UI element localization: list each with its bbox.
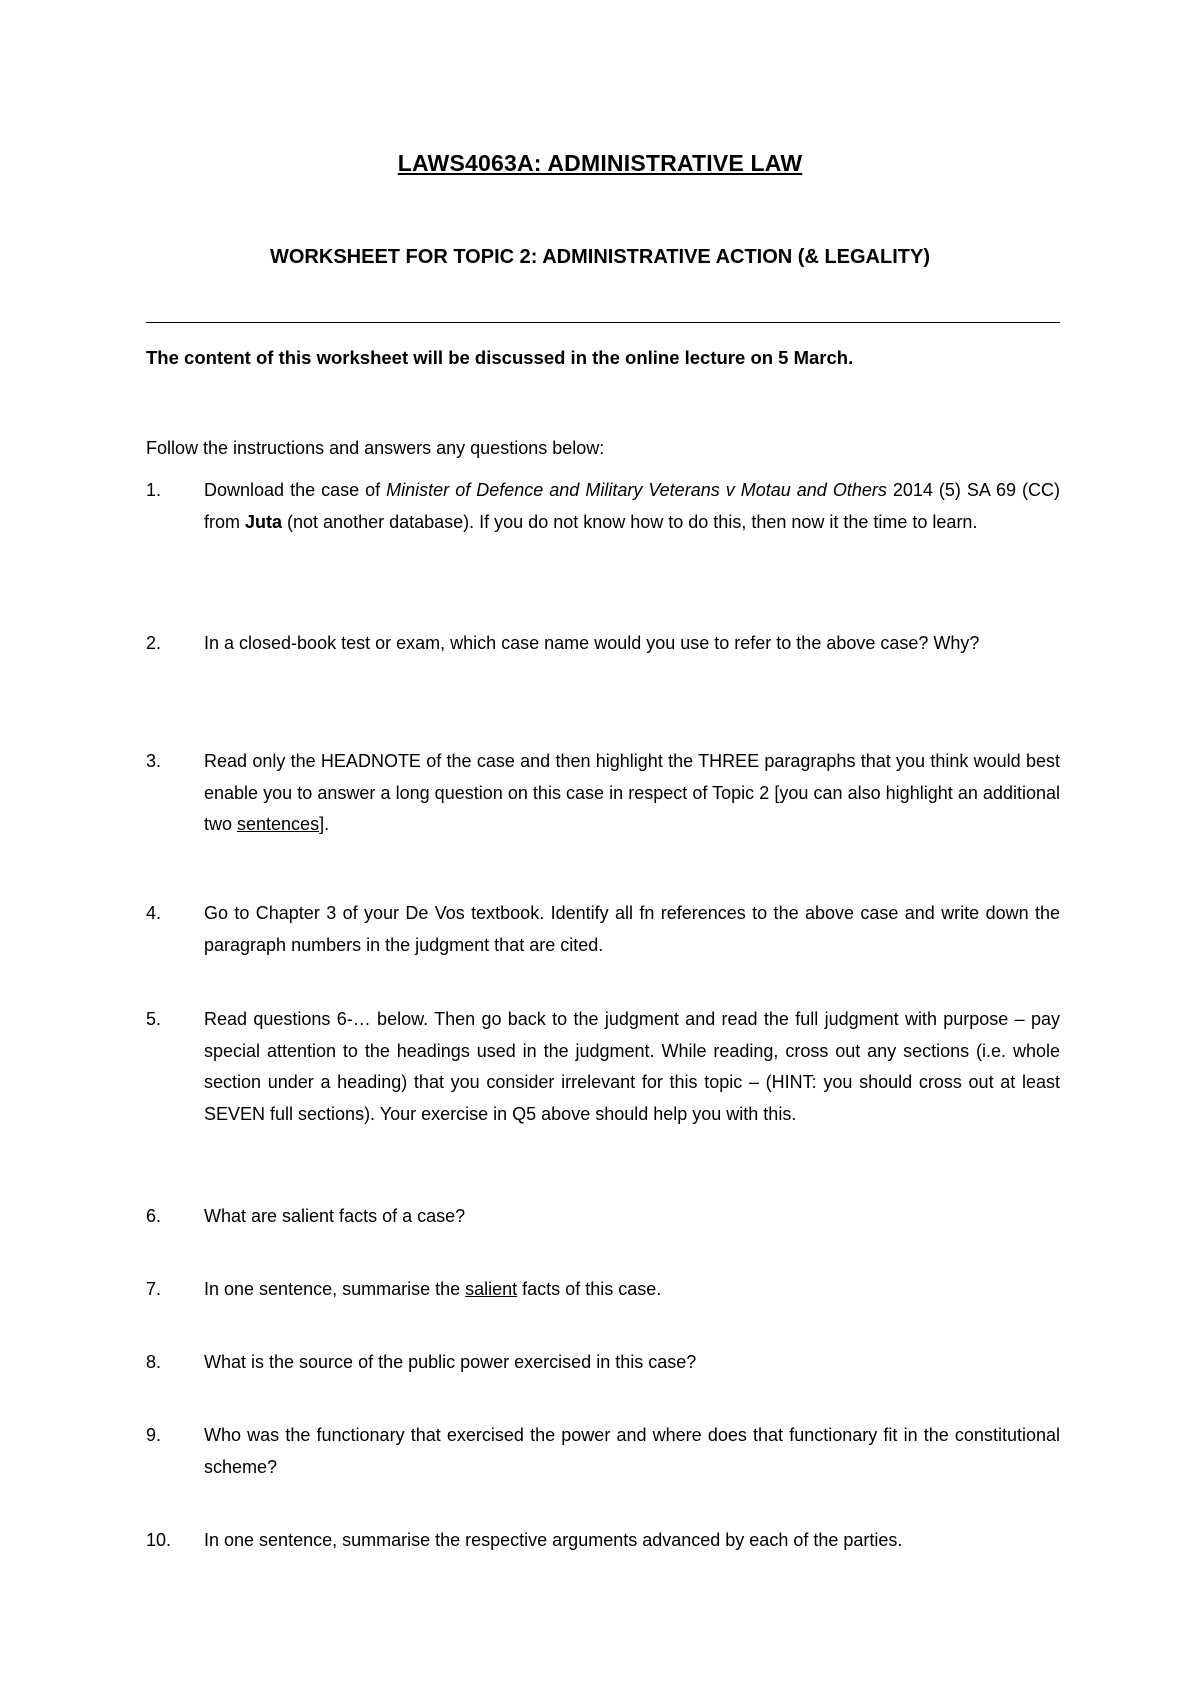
- question-3: [146, 746, 1060, 841]
- question-text: What is the source of the public power exercised in this case?: [204, 1352, 697, 1372]
- question-text: Read questions 6-… below. Then go back to the judgment and read the full judgment with purpose – pay special attention to the headings used in the judgment. While reading, cross out any sections (i.e. whole section under a heading) that you consider irrelevant for this topic – (HINT: you should cross out at least SEVEN full sections). Your exercise in Q5 above should help you with this.: [204, 1009, 1060, 1124]
- question-text: What are salient facts of a case?: [204, 1206, 466, 1226]
- question-number: 1.: [146, 480, 162, 500]
- question-number: 10.: [146, 1530, 172, 1550]
- horizontal-rule: [146, 322, 1060, 323]
- question-text: In a closed-book test or exam, which case name would you use to refer to the above case? Why?: [204, 633, 980, 653]
- question-10: [146, 1525, 1060, 1557]
- question-text: [204, 475, 1060, 538]
- question-text: Who was the functionary that exercised the power and where does that functionary fit in the constitutional scheme?: [204, 1425, 1060, 1477]
- instructions-intro: Follow the instructions and answers any questions below:: [146, 438, 605, 458]
- question-number: 3.: [146, 751, 162, 771]
- question-text-part: In one sentence, summarise the: [204, 1279, 466, 1299]
- question-6: [146, 1201, 1060, 1233]
- question-4: [146, 898, 1060, 961]
- question-number: 2.: [146, 633, 162, 653]
- question-text-part: (not another database). If you do not know how to do this, then now it the time to learn.: [282, 511, 978, 532]
- question-8: [146, 1347, 1060, 1379]
- question-9: [146, 1420, 1060, 1483]
- worksheet-title: WORKSHEET FOR TOPIC 2: ADMINISTRATIVE ACTION (& LEGALITY): [270, 246, 930, 268]
- underlined-word: salient: [465, 1279, 518, 1299]
- question-2: [146, 628, 1060, 660]
- question-text: [204, 746, 1060, 841]
- question-text: Go to Chapter 3 of your De Vos textbook. Identify all fn references to the above case and write down the paragraph numbers in the judgment that are cited.: [204, 903, 1060, 955]
- lecture-notice: The content of this worksheet will be discussed in the online lecture on 5 March.: [146, 347, 854, 368]
- question-1: [146, 475, 1060, 538]
- question-text-part: 2014 (5) SA 69 (CC) from: [204, 480, 1060, 532]
- case-name: Minister of Defence and Military Veterans v Motau and Others: [386, 480, 887, 500]
- question-number: 9.: [146, 1425, 162, 1445]
- question-text: [204, 1274, 1060, 1306]
- question-number: 7.: [146, 1279, 162, 1299]
- question-number: 4.: [146, 903, 162, 923]
- question-number: 6.: [146, 1206, 162, 1226]
- question-5: [146, 1004, 1060, 1130]
- question-text-part: ].: [319, 814, 330, 834]
- question-text-part: Download the case of: [204, 480, 387, 500]
- question-text: In one sentence, summarise the respective arguments advanced by each of the parties.: [204, 1530, 903, 1550]
- question-text-part: Read only the HEADNOTE of the case and then highlight the THREE paragraphs that you think would best enable you to answer a long question on this case in respect of Topic 2 [you can also highlight an additional two: [204, 751, 1060, 834]
- question-number: 8.: [146, 1352, 162, 1372]
- question-text-part: facts of this case.: [517, 1279, 662, 1299]
- underlined-word: sentences: [237, 814, 320, 834]
- question-7: [146, 1274, 1060, 1306]
- database-name: Juta: [245, 511, 283, 532]
- question-number: 5.: [146, 1009, 162, 1029]
- course-title: LAWS4063A: ADMINISTRATIVE LAW: [397, 150, 803, 176]
